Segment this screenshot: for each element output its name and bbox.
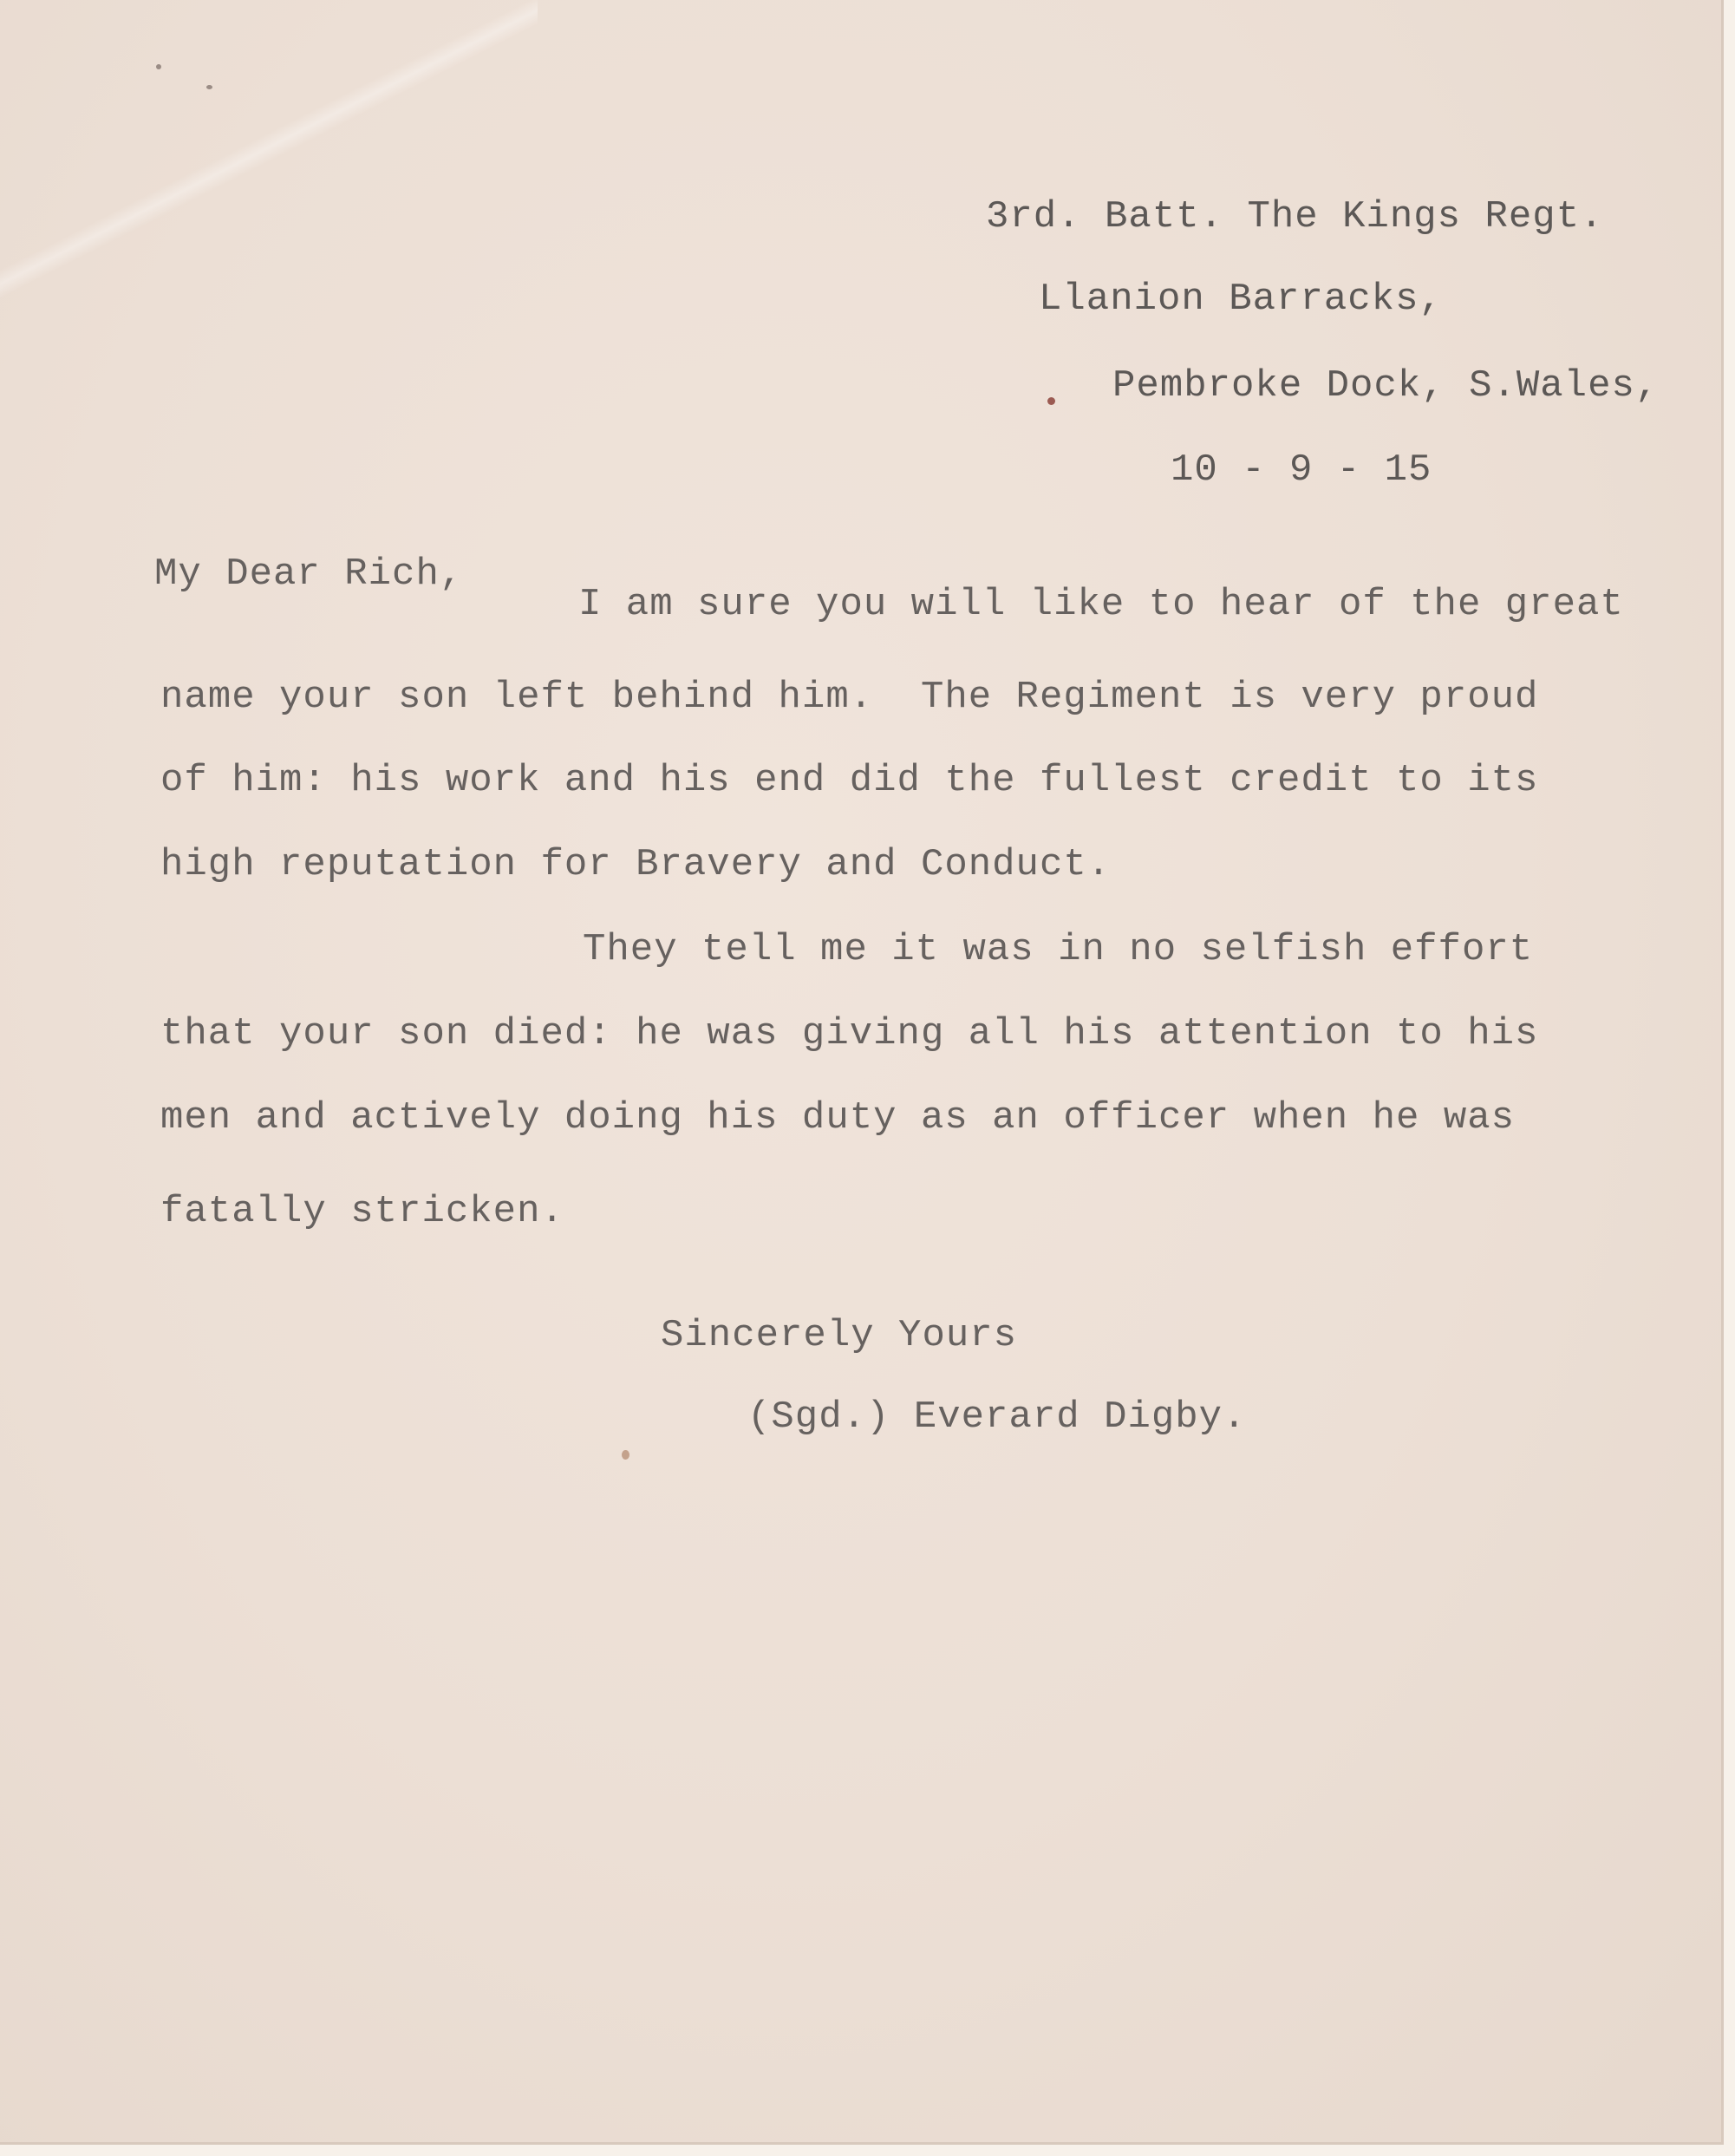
paragraph-2-line-4: fatally stricken.: [160, 1190, 564, 1233]
paper-spot: [622, 1450, 629, 1460]
salutation: My Dear Rich,: [154, 552, 464, 596]
paragraph-2-line-3: men and actively doing his duty as an officer when he was: [160, 1096, 1516, 1140]
paper-spot: [206, 85, 212, 89]
paragraph-2-line-2: that your son died: he was giving all his attention to his: [160, 1012, 1539, 1055]
paper-spot: [156, 64, 161, 69]
paragraph-2-line-1: They tell me it was in no selfish effort: [583, 928, 1534, 971]
paragraph-1-line-3: of him: his work and his end did the fullest credit to its: [160, 759, 1539, 802]
paragraph-1-line-1: I am sure you will like to hear of the great: [578, 583, 1624, 626]
address-line-regiment: 3rd. Batt. The Kings Regt.: [986, 195, 1604, 238]
closing: Sincerely Yours: [661, 1314, 1018, 1357]
address-line-barracks: Llanion Barracks,: [1039, 278, 1443, 321]
paragraph-1-line-4: high reputation for Bravery and Conduct.: [160, 843, 1112, 886]
signature: (Sgd.) Everard Digby.: [747, 1395, 1247, 1439]
address-line-town: Pembroke Dock, S.Wales,: [1112, 364, 1660, 408]
paper-fold-crease: [0, 0, 538, 312]
paragraph-1-line-2: name your son left behind him. The Regiment is very proud: [160, 676, 1539, 719]
paper-spot: [1047, 397, 1055, 405]
letter-date: 10 - 9 - 15: [1171, 448, 1432, 492]
